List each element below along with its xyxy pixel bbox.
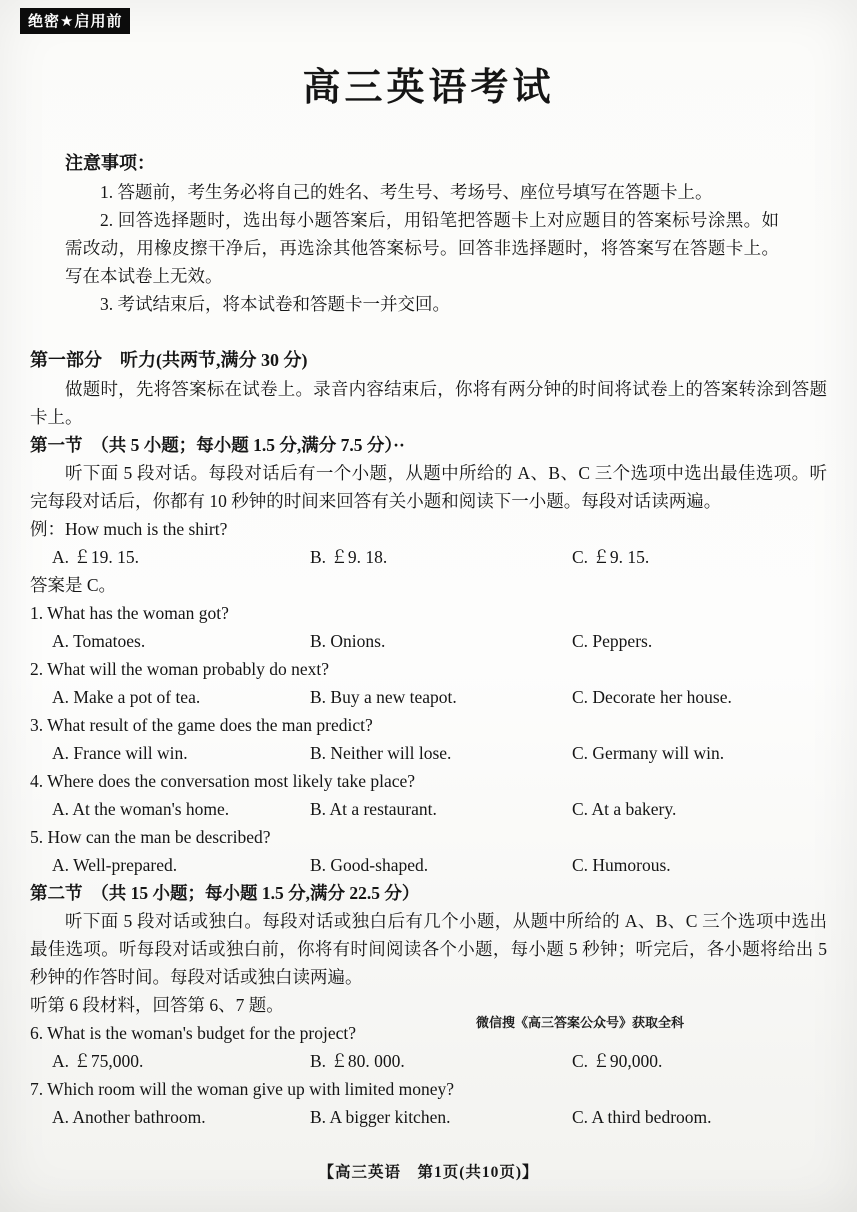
section2-instructions: 听下面 5 段对话或独白。每段对话或独白后有几个小题，从题中所给的 A、B、C 三个选项中选出最佳选项。听每段对话或独白前，你将有时间阅读各个小题，每小题 5 秒钟；听完后，各小题将给出 5 秒钟的作答时间。每段对话或独白读两遍。 — [30, 910, 827, 987]
options-row — [30, 739, 827, 767]
question-block-2 — [30, 655, 827, 711]
option-a: A. Tomatoes. — [52, 630, 146, 651]
example-question: 例：How much is the shirt? — [30, 518, 228, 539]
options-row — [30, 683, 827, 711]
example-option-b: B. ￡9. 18. — [310, 546, 388, 567]
option-c: C. Germany will win. — [572, 742, 725, 763]
options-row — [30, 851, 827, 879]
options-row — [30, 795, 827, 823]
wechat-watermark: 微信搜《高三答案公众号》获取全科 — [476, 1015, 685, 1030]
question-text: 5. How can the man be described? — [30, 826, 271, 847]
example-options-row — [30, 543, 827, 571]
example-answer: 答案是 C。 — [30, 574, 117, 595]
option-b: B. Neither will lose. — [310, 742, 452, 763]
options-row — [30, 1103, 827, 1131]
question-block-1 — [30, 599, 827, 655]
exam-title: 高三英语考试 — [302, 67, 555, 109]
example-option-a: A. ￡19. 15. — [52, 546, 140, 567]
option-c: C. Decorate her house. — [572, 686, 732, 707]
question-text: 3. What result of the game does the man predict? — [30, 714, 373, 735]
option-a: A. At the woman's home. — [52, 798, 230, 819]
question-block-6 — [30, 1019, 827, 1075]
option-b: B. At a restaurant. — [310, 798, 437, 819]
option-c: C. A third bedroom. — [572, 1106, 712, 1127]
question-text: 1. What has the woman got? — [30, 602, 229, 623]
option-c: C. Humorous. — [572, 854, 671, 875]
option-c: C. At a bakery. — [572, 798, 677, 819]
question-text: 6. What is the woman's budget for the project? — [30, 1022, 357, 1043]
question-block-4 — [30, 767, 827, 823]
question-text: 2. What will the woman probably do next? — [30, 658, 330, 679]
question-text: 4. Where does the conversation most likely take place? — [30, 770, 416, 791]
option-b: B. Onions. — [310, 630, 386, 651]
option-b: B. Good-shaped. — [310, 854, 429, 875]
option-b: B. A bigger kitchen. — [310, 1106, 451, 1127]
notice-item-1: 1. 答题前，考生务必将自己的姓名、考生号、考场号、座位号填写在答题卡上。 — [100, 181, 713, 202]
notice-item-3: 3. 考试结束后，将本试卷和答题卡一并交回。 — [100, 293, 450, 314]
example-option-c: C. ￡9. 15. — [572, 546, 650, 567]
option-b: B. ￡80. 000. — [310, 1050, 405, 1071]
option-a: A. Well-prepared. — [52, 854, 178, 875]
exam-body — [0, 149, 857, 1131]
question-block-5 — [30, 823, 827, 879]
option-a: A. ￡75,000. — [52, 1050, 144, 1071]
question-block-7 — [30, 1075, 827, 1131]
material-note: 听第 6 段材料，回答第 6、7 题。 — [30, 994, 284, 1015]
notice-heading: 注意事项： — [65, 153, 155, 173]
part1-heading: 第一部分 听力(共两节,满分 30 分) — [30, 349, 308, 370]
options-row — [30, 1047, 827, 1075]
section2-heading: 第二节 （共 15 小题；每小题 1.5 分,满分 22.5 分） — [30, 882, 420, 903]
question-text: 7. Which room will the woman give up with limited money? — [30, 1078, 454, 1099]
option-a: A. Make a pot of tea. — [52, 686, 201, 707]
option-a: A. France will win. — [52, 742, 188, 763]
page-footer: 【高三英语 第1页(共10页)】 — [318, 1164, 539, 1181]
question-block-3 — [30, 711, 827, 767]
section1-heading: 第一节 （共 5 小题；每小题 1.5 分,满分 7.5 分）·· — [30, 434, 405, 455]
classification-banner: 绝密★启用前 — [20, 8, 130, 34]
part1-intro: 做题时，先将答案标在试卷上。录音内容结束后，你将有两分钟的时间将试卷上的答案转涂到答题卡上。 — [30, 378, 827, 427]
option-a: A. Another bathroom. — [52, 1106, 206, 1127]
option-b: B. Buy a new teapot. — [310, 686, 457, 707]
notice-section — [65, 149, 779, 318]
options-row — [30, 627, 827, 655]
option-c: C. Peppers. — [572, 630, 653, 651]
option-c: C. ￡90,000. — [572, 1050, 663, 1071]
section1-instructions: 听下面 5 段对话。每段对话后有一个小题，从题中所给的 A、B、C 三个选项中选出最佳选项。听完每段对话后，你都有 10 秒钟的时间来回答有关小题和阅读下一小题。每段对话读两遍。 — [30, 462, 827, 511]
notice-item-2: 2. 回答选择题时，选出每小题答案后，用铅笔把答题卡上对应题目的答案标号涂黑。如需改动，用橡皮擦干净后，再选涂其他答案标号。回答非选择题时，将答案写在答题卡上。写在本试卷上无效。 — [65, 209, 779, 286]
